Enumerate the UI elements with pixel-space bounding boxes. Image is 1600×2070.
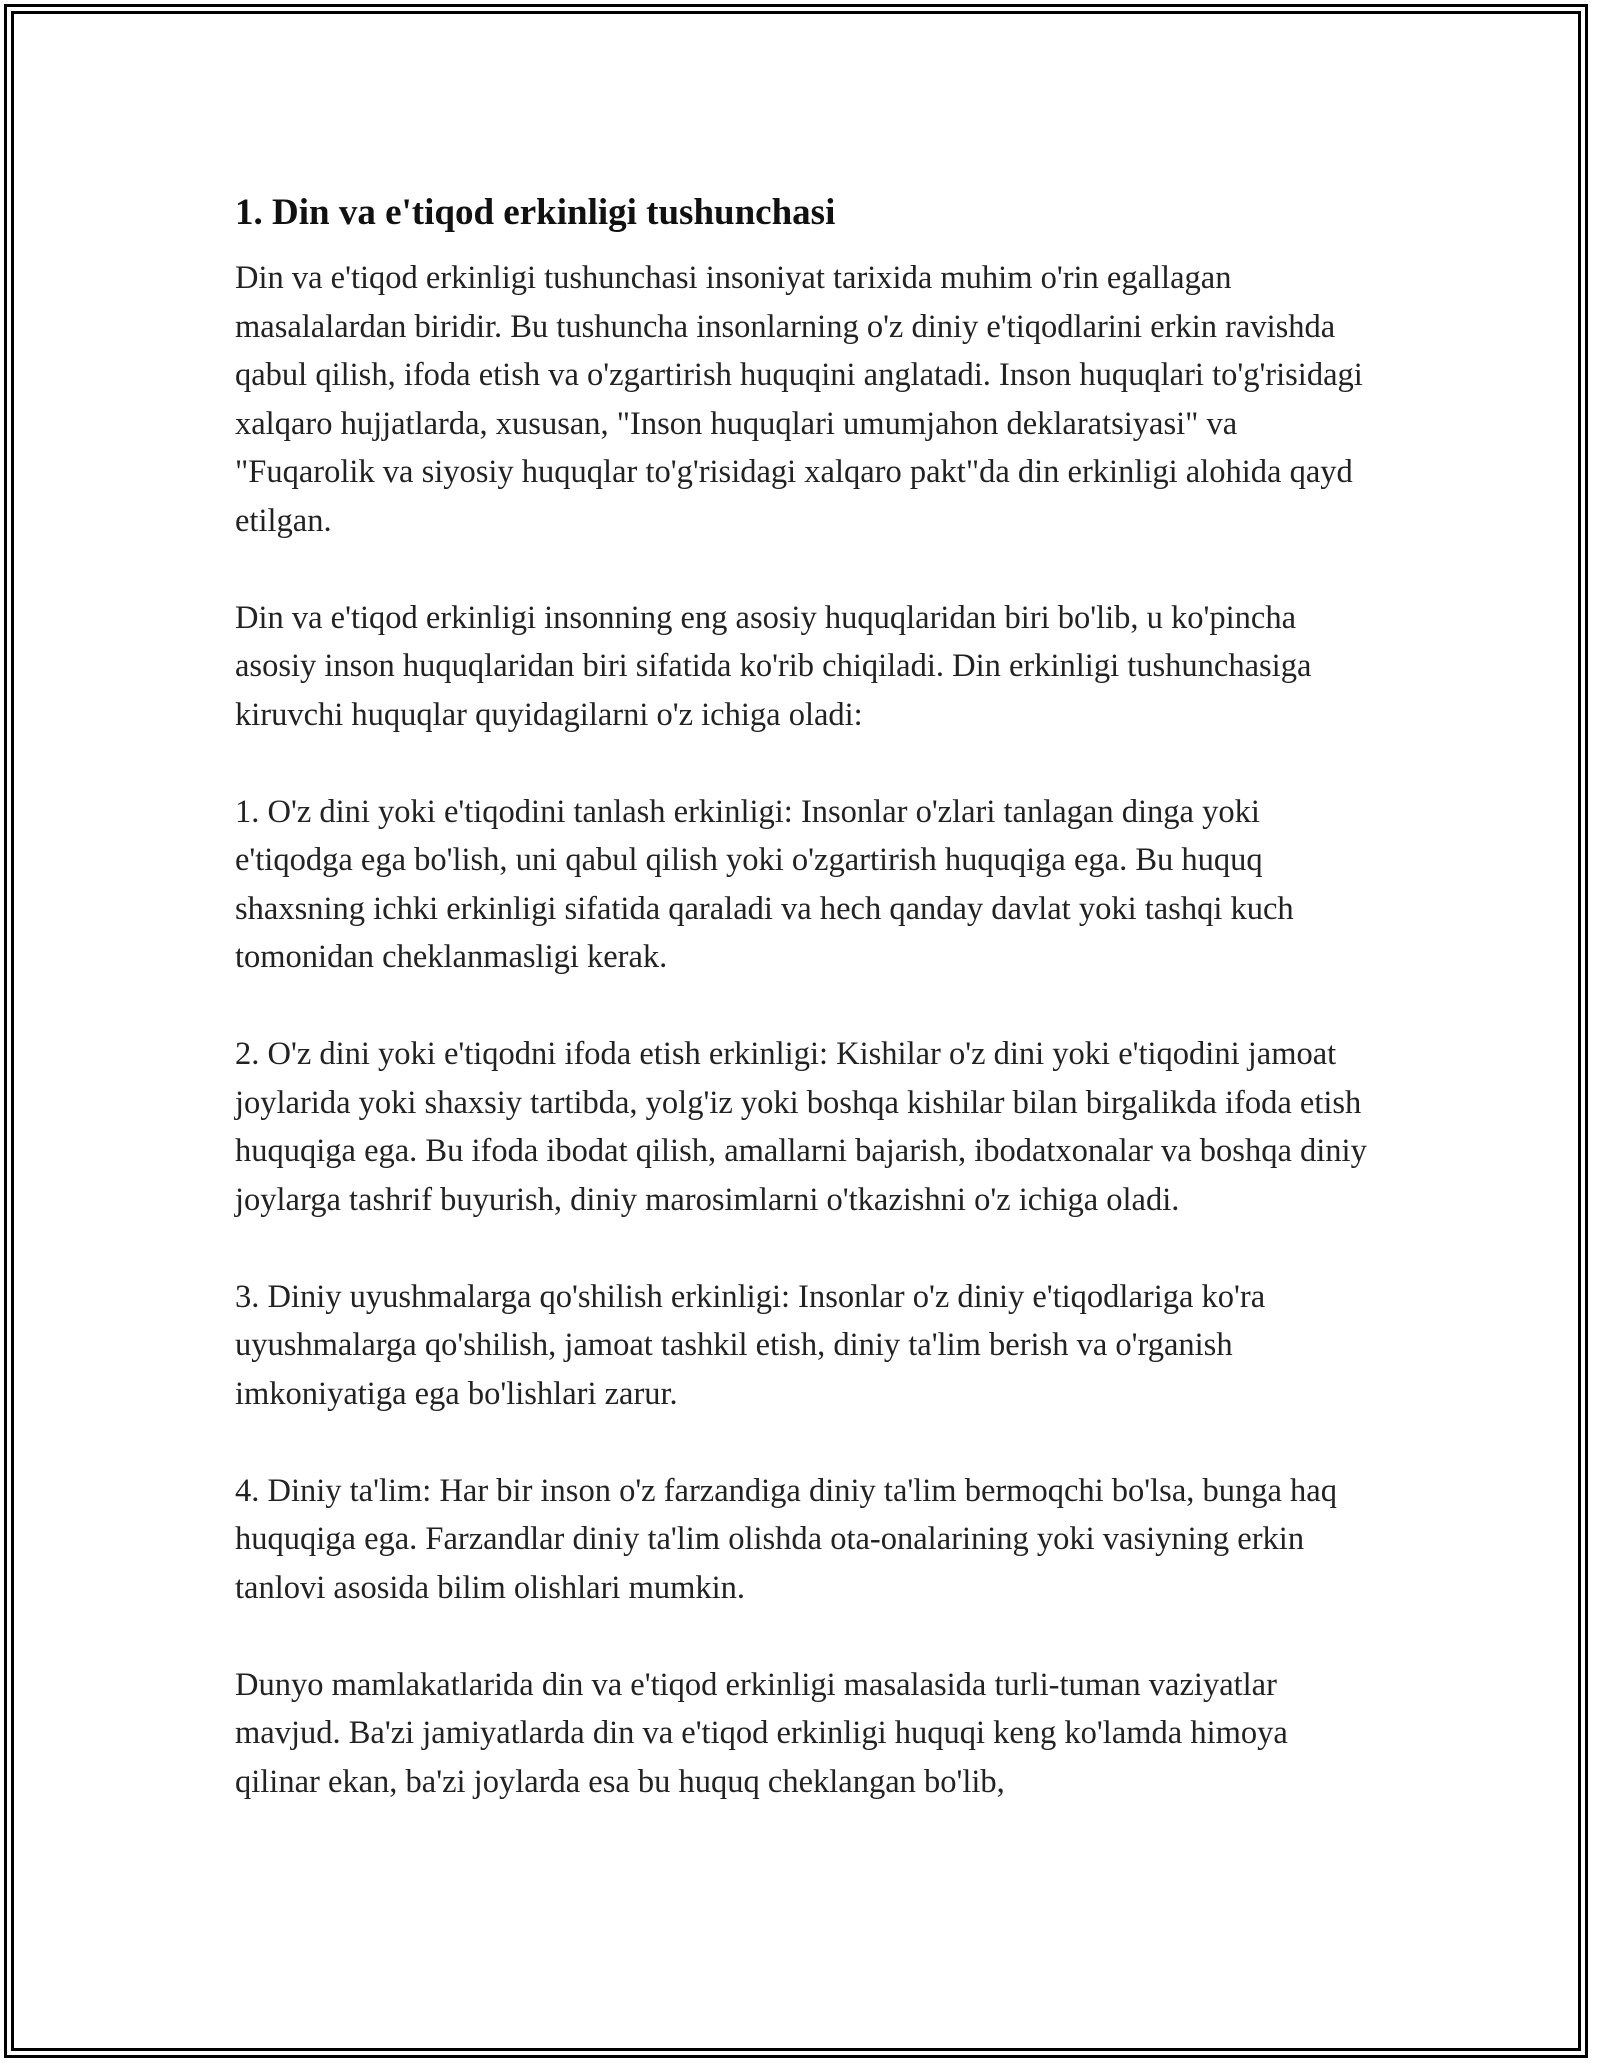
list-item-join-associations: 3. Diniy uyushmalarga qo'shilish erkinligi: Insonlar o'z diniy e'tiqodlariga ko'ra uyushmalarga qo'shilish, jamoat tashkil etish, diniy ta'lim berish va o'rganish imkoniyatiga ega bo'lishlari zarur.	[235, 1278, 1266, 1412]
section-heading: 1. Din va e'tiqod erkinligi tushunchasi	[235, 192, 836, 233]
document-body	[235, 188, 1375, 1806]
list-item-choose-religion: 1. O'z dini yoki e'tiqodini tanlash erkinligi: Insonlar o'zlari tanlagan dinga yoki e'tiqodga ega bo'lish, uni qabul qilish yoki o'zgartirish huquqiga ega. Bu huquq shaxsning ichki erkinligi sifatida qaraladi va hech qanday davlat yoki tashqi kuch tomonidan cheklanmasligi kerak.	[235, 793, 1294, 975]
list-item-express-religion: 2. O'z dini yoki e'tiqodni ifoda etish erkinligi: Kishilar o'z dini yoki e'tiqodini jamoat joylarida yoki shaxsiy tartibda, yolg'iz yoki boshqa kishilar bilan birgalikda ifoda etish huquqiga ega. Bu ifoda ibodat qilish, amallarni bajarish, ibodatxonalar va boshqa diniy joylarga tashrif buyurish, diniy marosimlarni o'tkazishni o'z ichiga oladi.	[235, 1036, 1367, 1218]
paragraph-rights-overview: Din va e'tiqod erkinligi insonning eng asosiy huquqlaridan biri bo'lib, u ko'pincha asosiy inson huquqlaridan biri sifatida ko'rib chiqiladi. Din erkinligi tushunchasiga kiruvchi huquqlar quyidagilarni o'z ichiga oladi:	[235, 599, 1312, 733]
paragraph-intro: Din va e'tiqod erkinligi tushunchasi insoniyat tarixida muhim o'rin egallagan masalalardan biridir. Bu tushuncha insonlarning o'z diniy e'tiqodlarini erkin ravishda qabul qilish, ifoda etish va o'zgartirish huquqini anglatadi. Inson huquqlari to'g'risidagi xalqaro hujjatlarda, xususan, "Inson huquqlari umumjahon deklaratsiyasi" va "Fuqarolik va siyosiy huquqlar to'g'risidagi xalqaro pakt"da din erkinligi alohida qayd etilgan.	[235, 260, 1363, 539]
list-item-religious-education: 4. Diniy ta'lim: Har bir inson o'z farzandiga diniy ta'lim bermoqchi bo'lsa, bunga haq huquqiga ega. Farzandlar diniy ta'lim olishda ota-onalarining yoki vasiyning erkin tanlovi asosida bilim olishlari mumkin.	[235, 1472, 1337, 1606]
paragraph-world-situation: Dunyo mamlakatlarida din va e'tiqod erkinligi masalasida turli-tuman vaziyatlar mavjud. Ba'zi jamiyatlarda din va e'tiqod erkinligi huquqi keng ko'lamda himoya qilinar ekan, ba'zi joylarda esa bu huquq cheklangan bo'lib,	[235, 1666, 1288, 1800]
